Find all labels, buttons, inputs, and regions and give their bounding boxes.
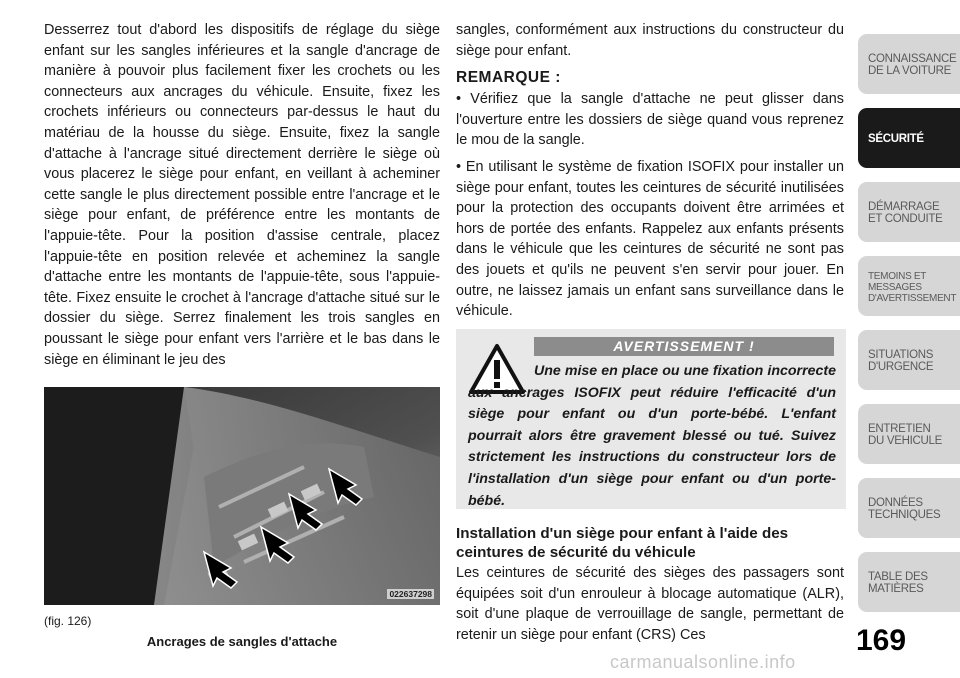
warning-text: Une mise en place ou une fixation incorrecte aux ancrages ISOFIX peut réduire l'efficacité d'un siège pour enfant ou d'un porte-bébé. L'enfant pourrait alors être gravement blessé ou tué. Suivez strictement les instructions du constructeur lors de l'installation d'un siège pour enfant ou d'un porte-bébé. xyxy=(468,363,836,509)
tab-situations[interactable]: SITUATIONS D'URGENCE xyxy=(858,330,960,390)
tab-entretien[interactable]: ENTRETIEN DU VEHICULE xyxy=(858,404,960,464)
page-number: 169 xyxy=(856,624,907,657)
section-heading: Installation d'un siège pour enfant à l'aide des ceintures de sécurité du véhicule xyxy=(456,525,789,561)
figure-tether-anchors xyxy=(44,387,440,605)
tab-securite[interactable]: SÉCURITÉ xyxy=(858,108,960,168)
figure-caption: Ancrages de sangles d'attache xyxy=(146,634,338,649)
intro-paragraph: sangles, conformément aux instructions du constructeur du siège pour enfant. xyxy=(456,22,844,59)
body-paragraph: Desserrez tout d'abord les dispositifs de réglage du siège enfant sur les sangles inférieures et la sangle d'ancrage de manière à pouvoir plus facilement fixer les crochets ou les connecteurs aux ancrages du véhicule. Ensuite, fixez les crochets inférieurs ou connecteurs par-dessus le haut du matériau de la housse du siège. Ensuite, fixez la sangle d'attache à l'ancrage situé directement derrière le siège où vous placerez le siège pour enfant, en veillant à acheminer cette sangle le plus directement possible entre l'ancrage et le siège pour enfant, de préférence entre les montants de l'appuie-tête. Pour la position d'assise centrale, placez l'appuie-tête en position relevée et acheminez la sangle d'attache entre les montants de l'appuie-tête, sous l'appuie-tête. Fixez ensuite le crochet à l'ancrage d'attache situé sur le dossier du siège. Serrez finalement les trois sangles en poussant le siège pour enfant vers l'arrière et le bas dans le siège en éliminant le jeu des xyxy=(44,22,440,368)
tab-table-matieres[interactable]: TABLE DES MATIÈRES xyxy=(858,552,960,612)
remarque-bullet-1: • Vérifiez que la sangle d'attache ne peut glisser dans l'ouverture entre les dossiers de siège quand vous reprenez le mou de la sangle. xyxy=(456,91,844,149)
tab-demarrage[interactable]: DÉMARRAGE ET CONDUITE xyxy=(858,182,960,242)
figure-ref: (fig. 126) xyxy=(44,614,92,628)
watermark: carmanualsonline.info xyxy=(610,652,796,672)
warning-box xyxy=(456,329,846,509)
tab-connaissance[interactable]: CONNAISSANCE DE LA VOITURE xyxy=(858,34,960,94)
figure-code: 022637298 xyxy=(389,589,432,599)
tab-donnees[interactable]: DONNÉES TECHNIQUES xyxy=(858,478,960,538)
tab-temoins[interactable]: TEMOINS ET MESSAGES D'AVERTISSEMENT xyxy=(858,256,960,316)
remarque-bullet-2: • En utilisant le système de fixation ISOFIX pour installer un siège pour enfant, toutes les ceintures de sécurité inutilisées pour la protection des occupants doivent être arrimées et hors de portée des enfants. Rappelez aux enfants présents dans le véhicule que les ceintures de sécurité ne sont pas des jouets et qu'ils ne peuvent s'en servir pour jouer. En outre, ne laissez jamais un enfant sans surveillance dans le véhicule. xyxy=(456,158,844,320)
section-body: Les ceintures de sécurité des sièges des passagers sont équipées soit d'un enrouleur à blocage automatique (ALR), soit d'une plaque de verrouillage de sangle, permettant de retenir un siège pour enfant (CRS) Ces xyxy=(456,565,844,643)
remarque-title: REMARQUE : xyxy=(456,69,561,87)
left-column xyxy=(44,20,440,370)
seat-photo xyxy=(44,387,440,605)
warning-header: AVERTISSEMENT ! xyxy=(534,337,834,356)
right-column xyxy=(456,20,844,322)
